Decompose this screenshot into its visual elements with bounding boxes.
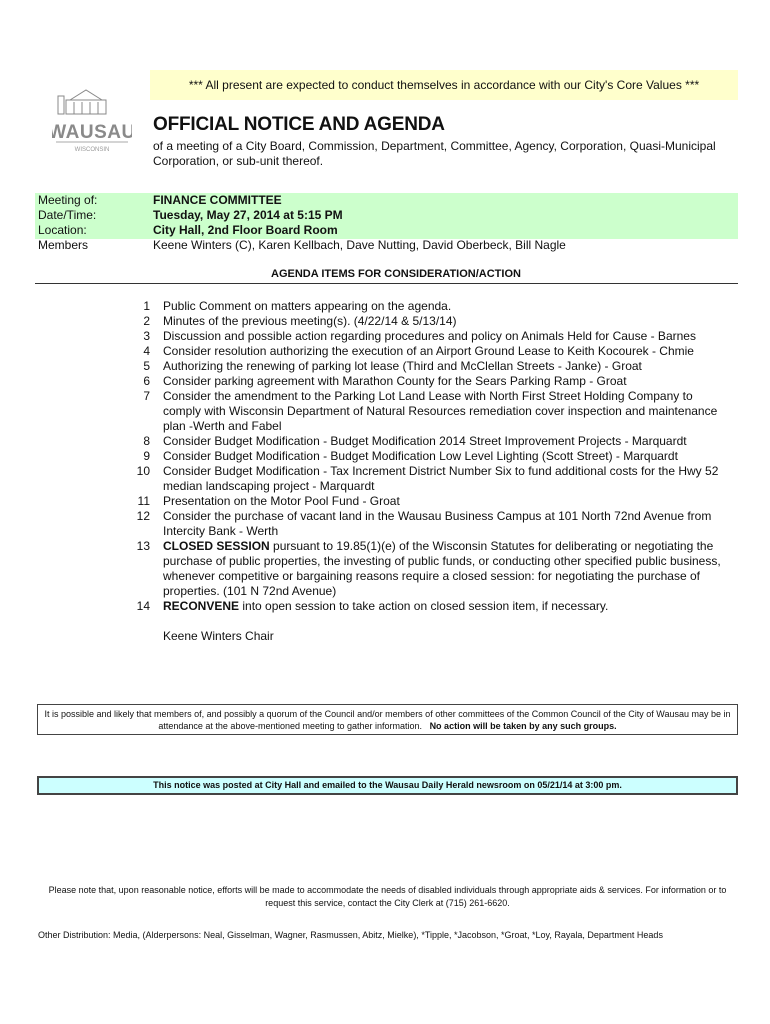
- agenda-item: [130, 509, 730, 539]
- meeting-info-highlight: [35, 193, 738, 239]
- agenda-item-number: 11: [137, 494, 150, 508]
- agenda-item-text: Consider parking agreement with Marathon County for the Sears Parking Ramp - Groat: [163, 374, 627, 388]
- label-location: Location:: [38, 223, 87, 237]
- value-members: Keene Winters (C), Karen Kellbach, Dave Nutting, David Oberbeck, Bill Nagle: [153, 238, 566, 252]
- agenda-heading: [0, 268, 770, 280]
- agenda-item-text: Public Comment on matters appearing on the agenda.: [163, 299, 452, 313]
- agenda-item: [130, 434, 730, 449]
- agenda-item: [130, 374, 730, 389]
- closed-session-text: pursuant to 19.85(1)(e) of the Wisconsin Statutes for deliberating or negotiating the purchase of public properties, the investing of public funds, or conducting other specified public business, whenever competitive or bargaining reasons require a closed session: for negotiating the purchase of properties. (101 N 72nd Avenue): [163, 539, 721, 598]
- agenda-item-number: 12: [136, 509, 150, 523]
- chair-signature: Keene Winters Chair: [163, 629, 274, 643]
- value-datetime: Tuesday, May 27, 2014 at 5:15 PM: [153, 208, 343, 222]
- label-meeting: Meeting of:: [38, 193, 98, 207]
- quorum-notice-bold: No action will be taken by any such groups.: [429, 721, 617, 731]
- agenda-heading-text: AGENDA ITEMS FOR CONSIDERATION/ACTION: [271, 268, 521, 280]
- page-title: OFFICIAL NOTICE AND AGENDA: [153, 114, 445, 135]
- agenda-item: [130, 464, 730, 494]
- agenda-list: [130, 299, 730, 644]
- value-meeting: FINANCE COMMITTEE: [153, 193, 282, 207]
- reconvene-text: into open session to take action on closed session item, if necessary.: [239, 599, 609, 613]
- closed-session-label: CLOSED SESSION: [163, 539, 270, 553]
- agenda-item-text: Presentation on the Motor Pool Fund - Groat: [163, 494, 400, 508]
- core-values-banner: *** All present are expected to conduct themselves in accordance with our City's Core Values ***: [150, 70, 738, 100]
- agenda-item: [130, 599, 730, 614]
- agenda-item-text: Discussion and possible action regarding procedures and policy on Animals Held for Cause - Barnes: [163, 329, 696, 343]
- accessibility-notice: Please note that, upon reasonable notice, efforts will be made to accommodate the needs of disabled individuals through appropriate aids & services. For information or to request this service, contact the City Clerk at (715) 261-6620.: [48, 885, 727, 908]
- page-subtitle: of a meeting of a City Board, Commission, Department, Committee, Agency, Corporation, Quasi-Municipal Corporation, or sub-unit thereof.: [153, 139, 716, 168]
- agenda-item-number: 8: [143, 434, 150, 448]
- agenda-item-number: 13: [136, 539, 150, 553]
- agenda-item: [130, 359, 730, 374]
- agenda-item-text: Consider Budget Modification - Budget Modification 2014 Street Improvement Projects - Marquardt: [163, 434, 687, 448]
- agenda-item: [130, 299, 730, 314]
- posting-notice: This notice was posted at City Hall and emailed to the Wausau Daily Herald newsroom on 05/21/14 at 3:00 pm.: [37, 776, 738, 795]
- agenda-item-number: 6: [143, 374, 150, 388]
- agenda-item-number: 4: [143, 344, 150, 358]
- agenda-item-text: Consider Budget Modification - Budget Modification Low Level Lighting (Scott Street) - Marquardt: [163, 449, 678, 463]
- quorum-notice-text: It is possible and likely that members of, and possibly a quorum of the Council and/or members of other committees of the Common Council of the City of Wausau may be in attendance at the above-mentioned meeting to gather information.: [44, 709, 731, 731]
- label-members: Members: [38, 238, 89, 252]
- value-location: City Hall, 2nd Floor Board Room: [153, 223, 338, 237]
- agenda-item: [130, 344, 730, 359]
- agenda-item-number: 14: [136, 599, 150, 613]
- agenda-item-number: 2: [143, 314, 150, 328]
- agenda-item-number: 9: [143, 449, 150, 463]
- agenda-item-number: 3: [143, 329, 150, 343]
- agenda-item: [130, 314, 730, 329]
- logo-subname: WISCONSIN: [74, 147, 110, 153]
- agenda-item-number: 7: [143, 389, 150, 403]
- agenda-item-text: Consider the amendment to the Parking Lot Land Lease with North First Street Holding Company to comply with Wisconsin Department of Natural Resources remediation cover inspection and maintenance plan -Werth and Fabel: [163, 389, 718, 433]
- reconvene-label: RECONVENE: [163, 599, 240, 613]
- agenda-item: [130, 389, 730, 434]
- city-logo: [52, 88, 132, 160]
- agenda-item-text: Consider Budget Modification - Tax Increment District Number Six to fund additional costs for the Hwy 52 median landscaping project - Marquardt: [163, 464, 719, 493]
- agenda-item-text: [150, 539, 723, 599]
- agenda-item: [130, 329, 730, 344]
- label-datetime: Date/Time:: [38, 208, 97, 222]
- agenda-item-text: [150, 599, 723, 614]
- agenda-item-number: 5: [143, 359, 150, 373]
- logo-name: WAUSAU: [52, 122, 132, 143]
- agenda-item: [130, 494, 730, 509]
- distribution-list: Other Distribution: Media, (Alderpersons: Neal, Gisselman, Wagner, Rasmussen, Abitz, Mielke), *Tipple, *Jacobson, *Groat, *Loy, Rayala, Department Heads: [38, 930, 663, 940]
- agenda-item-text: Consider resolution authorizing the execution of an Airport Ground Lease to Keith Kocourek - Chmie: [163, 344, 694, 358]
- agenda-item-text: Minutes of the previous meeting(s). (4/22/14 & 5/13/14): [163, 314, 457, 328]
- wausau-logo-icon: [52, 88, 132, 160]
- agenda-item-text: Consider the purchase of vacant land in the Wausau Business Campus at 101 North 72nd Avenue from Intercity Bank - Werth: [163, 509, 712, 538]
- agenda-item: [130, 449, 730, 464]
- agenda-item-number: 1: [143, 299, 150, 313]
- agenda-item-text: Authorizing the renewing of parking lot lease (Third and McClellan Streets - Janke) - Groat: [163, 359, 642, 373]
- divider: [35, 283, 738, 284]
- agenda-item: [130, 539, 730, 599]
- agenda-item-number: 10: [136, 464, 150, 478]
- quorum-notice: [37, 704, 738, 735]
